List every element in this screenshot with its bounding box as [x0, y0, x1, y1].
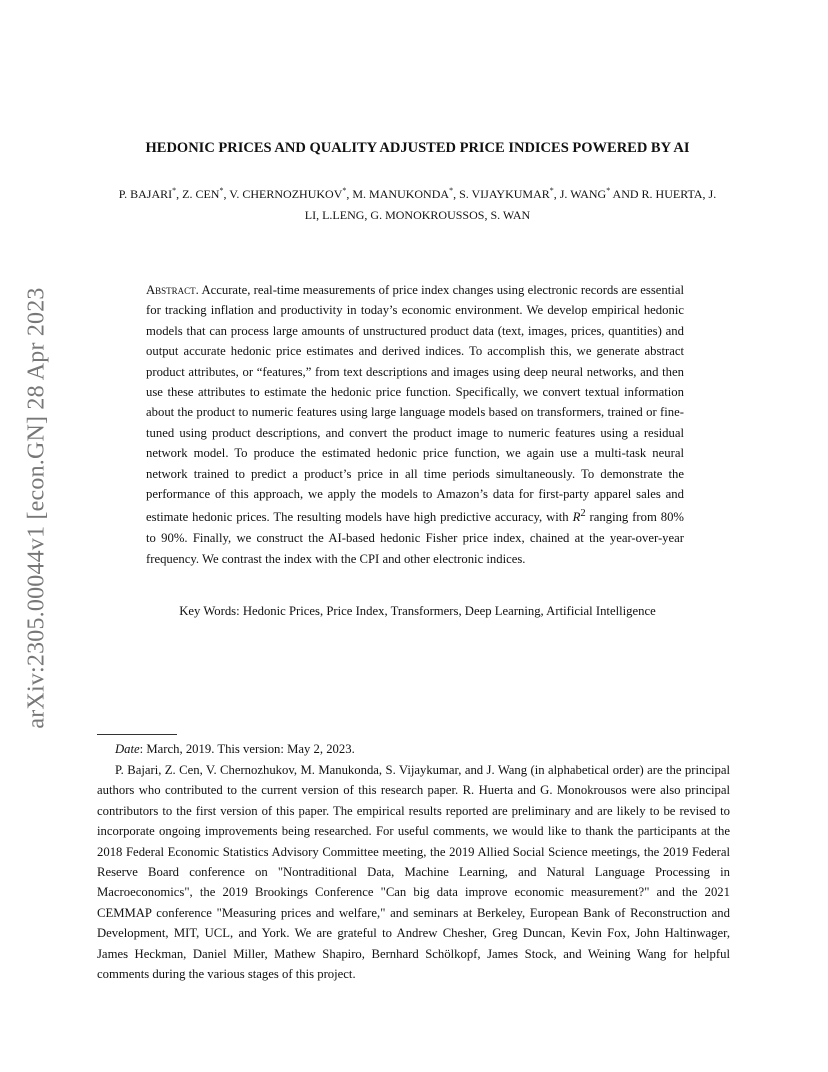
author-mark: *: [172, 186, 177, 195]
abstract: [146, 280, 684, 569]
author-name: , S. VIJAYKUMAR: [453, 187, 550, 201]
author-mark: *: [606, 186, 611, 195]
author-mark: *: [549, 186, 554, 195]
arxiv-id-text: arXiv:2305.00044v1 [econ.GN] 28 Apr 2023: [23, 287, 50, 729]
key-words: Key Words: Hedonic Prices, Price Index, Transformers, Deep Learning, Artificial Intelligence: [179, 604, 656, 618]
abstract-text-after: ranging from 80% to 90%. Finally, we construct the AI-based hedonic Fisher price index, chained at the year-over-year frequency. We contrast the index with the CPI and other electronic indices.: [146, 510, 684, 566]
author-name: , V. CHERNOZHUKOV: [223, 187, 343, 201]
date-line: [115, 742, 355, 757]
author-name: AND R. HUERTA, J.: [610, 187, 717, 201]
author-list: [95, 180, 740, 226]
r-squared-symbol: R: [572, 510, 581, 525]
author-name: P. BAJARI: [118, 187, 173, 201]
author-mark: *: [219, 186, 224, 195]
abstract-text-before: Accurate, real-time measurements of price index changes using electronic records are essential for tracking inflation and productivity in today’s economic environment. We develop empirical hedonic models that can process large amounts of unstructured product data (text, images, prices, quantities) and output accurate hedonic price estimates and derived indices. To accomplish this, we generate abstract product attributes, or “features,” from text descriptions and images using deep neural networks, and then use these attributes to estimate the hedonic price function. Specifically, we convert textual information about the product to numeric features using large language models based on transformers, trained or fine-tuned using product descriptions, and convert the product image to numeric features using a residual network model. To produce the estimated hedonic price function, we again use a multi-task neural network trained to predict a product’s price in all time periods simultaneously. To demonstrate the performance of this approach, we apply the models to Amazon’s data for first-party apparel sales and estimate hedonic prices. The resulting models have high predictive accuracy, with: [146, 283, 684, 525]
footnote-rule: [97, 734, 177, 735]
author-name: , M. MANUKONDA: [346, 187, 450, 201]
author-name: , J. WANG: [553, 187, 607, 201]
date-text: : March, 2019. This version: May 2, 2023.: [139, 742, 355, 756]
r-squared-exponent: 2: [580, 508, 586, 520]
arxiv-side-identifier: [18, 268, 56, 748]
author-footnote: P. Bajari, Z. Cen, V. Chernozhukov, M. Manukonda, S. Vijaykumar, and J. Wang (in alphabetical order) are the principal authors who contributed to the current version of this research paper. R. Huerta and G. Monokrousos were also principal contributors to the first version of this paper. The empirical results reported are preliminary and are likely to be revised to incorporate ongoing improvements being researched. For useful comments, we would like to thank the participants at the 2018 Federal Economic Statistics Advisory Committee meeting, the 2019 Allied Social Science meetings, the 2019 Federal Reserve Board conference on "Nontraditional Data, Machine Learning, and Natural Language Processing in Macroeconomics", the 2019 Brookings Conference "Can big data improve economic measurement?" and the 2021 CEMMAP conference "Measuring prices and welfare," and seminars at Berkeley, European Bank of Reconstruction and Development, MIT, UCL, and York. We are grateful to Andrew Chesher, Greg Duncan, Kevin Fox, John Haltinwager, James Heckman, Daniel Miller, Mathew Shapiro, Bernhard Schölkopf, James Stock, and Weining Wang for helpful comments during the various stages of this project.: [97, 763, 730, 982]
author-mark: *: [449, 186, 454, 195]
author-line-2: LI, L.LENG, G. MONOKROUSSOS, S. WAN: [304, 208, 531, 222]
abstract-label: Abstract.: [146, 283, 199, 297]
author-mark: *: [342, 186, 347, 195]
author-name: , Z. CEN: [176, 187, 220, 201]
date-label: Date: [115, 742, 140, 756]
paper-title: HEDONIC PRICES AND QUALITY ADJUSTED PRICE INDICES POWERED BY AI: [145, 140, 690, 156]
author-line-1: [95, 180, 740, 205]
